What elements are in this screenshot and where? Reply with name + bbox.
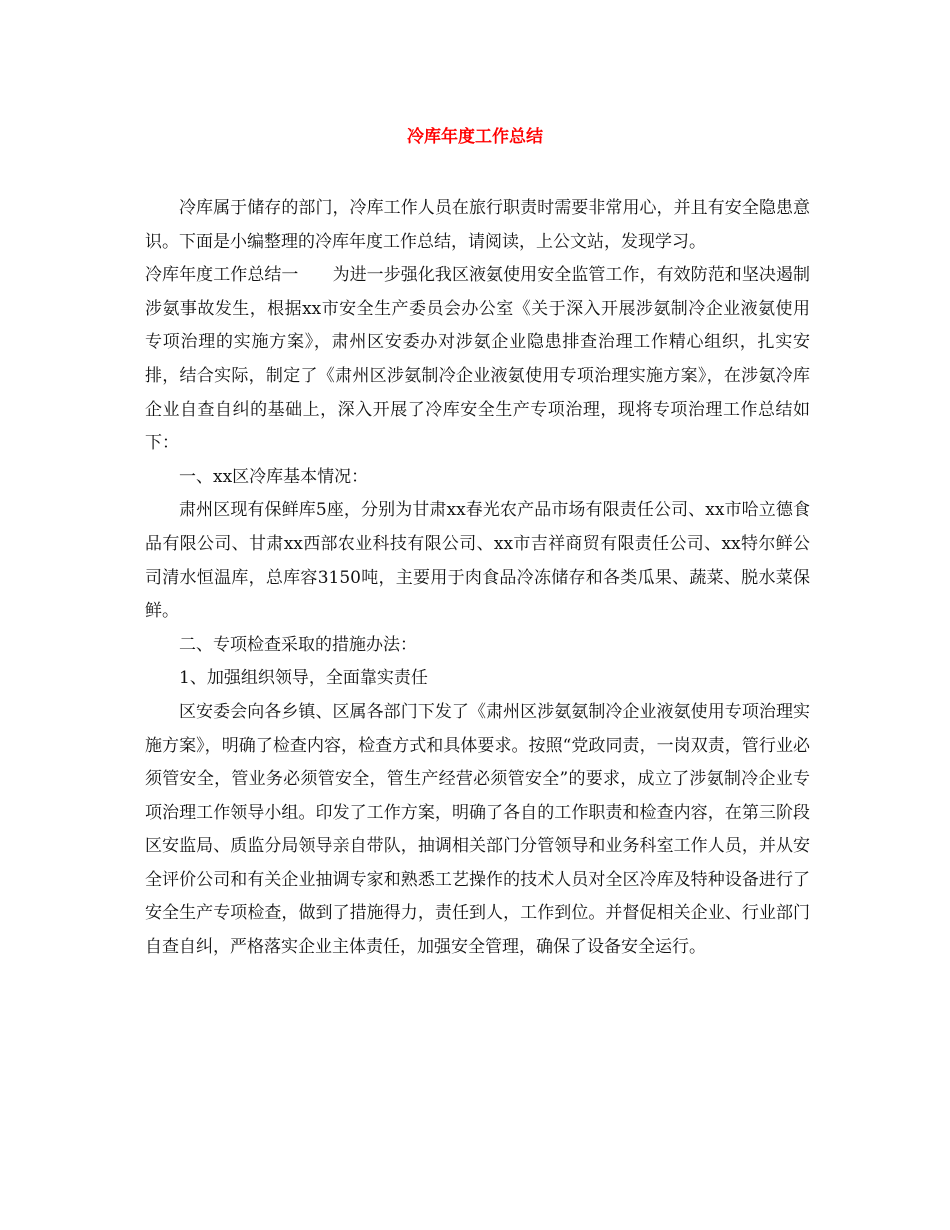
heading-basic-situation: 一、xx区冷库基本情况：	[179, 466, 369, 487]
document-title: 冷库年度工作总结	[407, 127, 543, 147]
section-one-intro-paragraph: 冷库年度工作总结一 为进一步强化我区液氨使用安全监管工作，有效防范和坚决遏制涉氨事故发生，根据xx市安全生产委员会办公室《关于深入开展涉氨制冷企业液氨使用专项治理的实施方案》，肃州区安委办对涉氨企业隐患排查治理工作精心组织，扎实安排，结合实际，制定了《肃州区涉氨制冷企业液氨使用专项治理实施方案》，在涉氨冷库企业自查自纠的基础上，深入开展了冷库安全生产专项治理，现将专项治理工作总结如下：	[145, 265, 810, 454]
document-body	[145, 192, 810, 965]
subheading-organization: 1、加强组织领导，全面靠实责任	[179, 668, 428, 689]
intro-paragraph: 冷库属于储存的部门，冷库工作人员在旅行职责时需要非常用心，并且有安全隐患意识。下面是小编整理的冷库年度工作总结，请阅读，上公文站，发现学习。	[145, 198, 810, 252]
basic-situation-paragraph: 肃州区现有保鲜库5座，分别为甘肃xx春光农产品市场有限责任公司、xx市哈立德食品有限公司、甘肃xx西部农业科技有限公司、xx市吉祥商贸有限责任公司、xx特尔鲜公司清水恒温库，总库容3150吨，主要用于肉食品冷冻储存和各类瓜果、蔬菜、脱水菜保鲜。	[145, 500, 810, 622]
organization-paragraph: 区安委会向各乡镇、区属各部门下发了《肃州区涉氨氨制冷企业液氨使用专项治理实施方案》，明确了检查内容，检查方式和具体要求。按照“党政同责，一岗双责，管行业必须管安全，管业务必须管安全，管生产经营必须管安全”的要求，成立了涉氨制冷企业专项治理工作领导小组。印发了工作方案，明确了各自的工作职责和检查内容，在第三阶段区安监局、质监分局领导亲自带队，抽调相关部门分管领导和业务科室工作人员，并从安全评价公司和有关企业抽调专家和熟悉工艺操作的技术人员对全区冷库及特种设备进行了安全生产专项检查，做到了措施得力，责任到人，工作到位。并督促相关企业、行业部门自查自纠，严格落实企业主体责任，加强安全管理，确保了设备安全运行。	[145, 701, 810, 958]
heading-measures: 二、专项检查采取的措施办法：	[179, 634, 417, 655]
